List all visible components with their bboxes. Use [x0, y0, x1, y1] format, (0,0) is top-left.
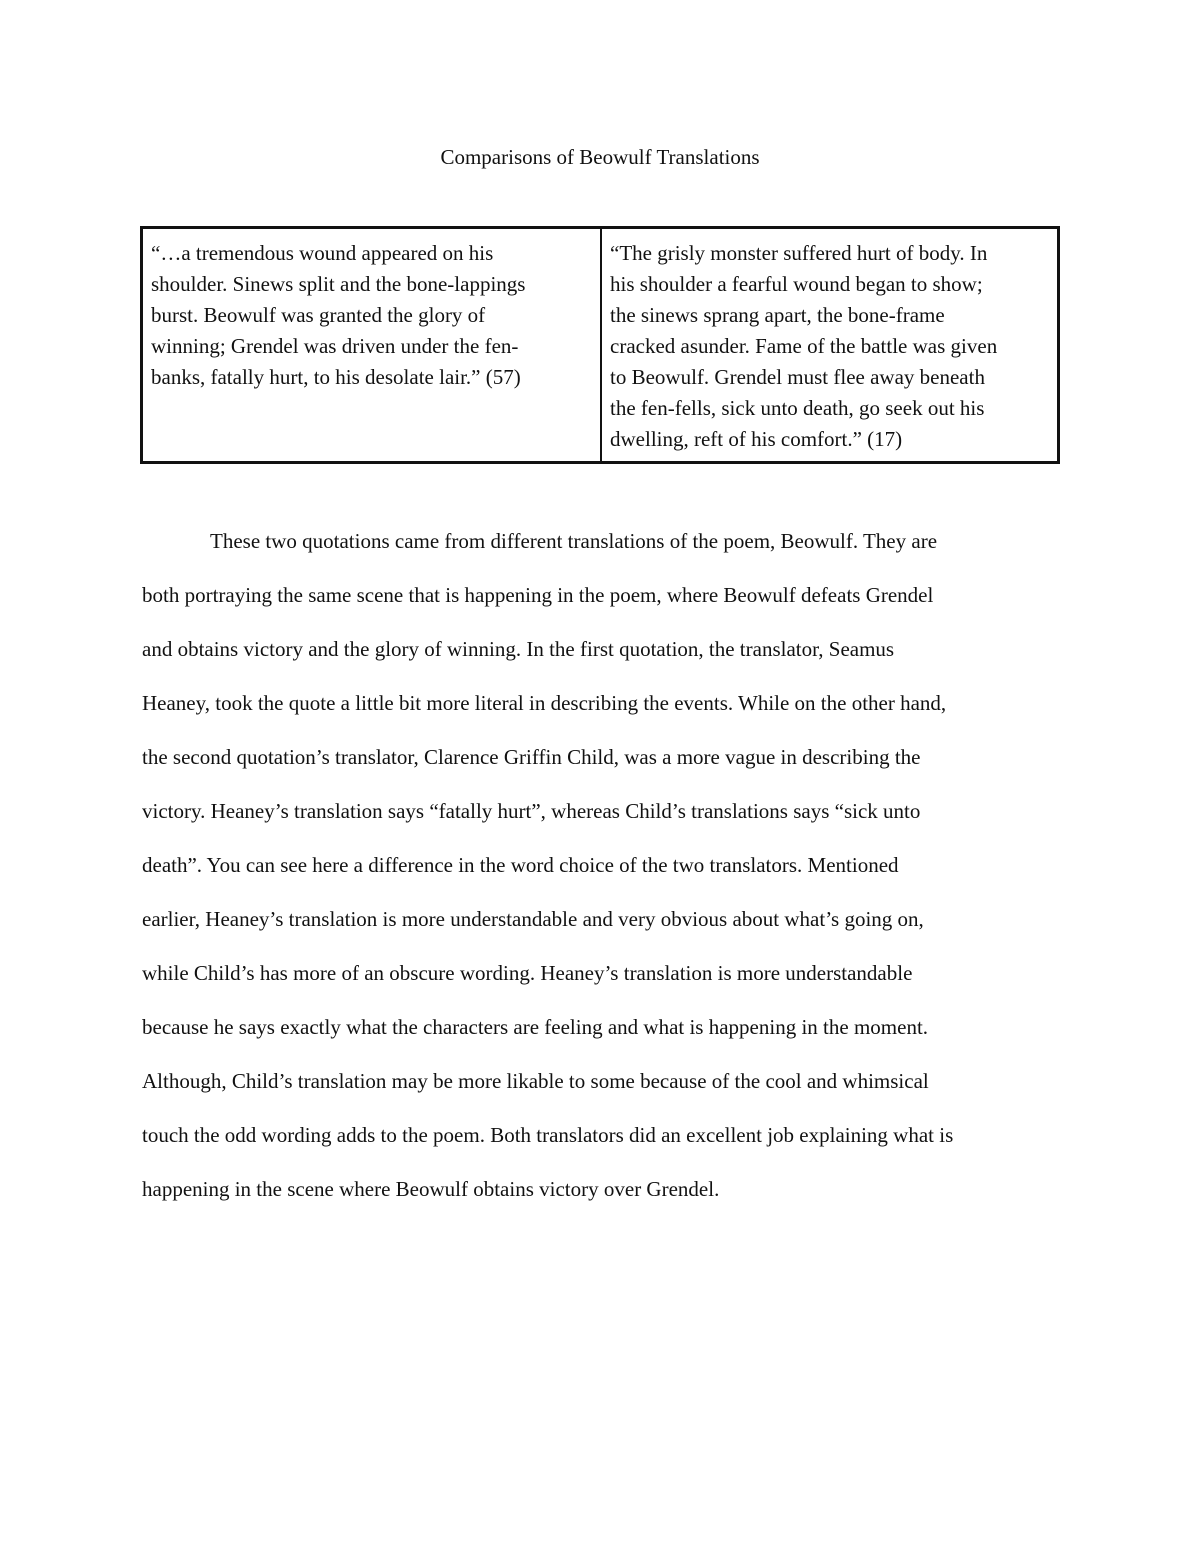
essay-paragraph	[142, 514, 1058, 1216]
paragraph-line: both portraying the same scene that is happening in the poem, where Beowulf defeats Grendel	[142, 583, 934, 607]
child-quote-cell: “The grisly monster suffered hurt of body. In his shoulder a fearful wound began to show; the sinews sprang apart, the bone-frame cracked asunder. Fame of the battle was given to Beowulf. Grendel must flee away beneath the fen-fells, sick unto death, go seek out his dwelling, reft of his comfort.” (17)	[610, 241, 998, 451]
paragraph-line: victory. Heaney’s translation says “fatally hurt”, whereas Child’s translations says “sick unto	[142, 799, 921, 823]
paragraph-line: These two quotations came from different translations of the poem, Beowulf. They are	[210, 529, 938, 553]
paragraph-line: the second quotation’s translator, Clarence Griffin Child, was a more vague in describing the	[142, 745, 921, 769]
paragraph-line: because he says exactly what the characters are feeling and what is happening in the moment.	[142, 1015, 929, 1039]
paragraph-line: Although, Child’s translation may be more likable to some because of the cool and whimsical	[142, 1069, 929, 1093]
quote-comparison-table	[140, 226, 1060, 464]
paragraph-line: earlier, Heaney’s translation is more understandable and very obvious about what’s going on,	[142, 907, 924, 931]
paragraph-line: while Child’s has more of an obscure wording. Heaney’s translation is more understandable	[142, 961, 913, 985]
document-title: Comparisons of Beowulf Translations	[440, 145, 760, 169]
paragraph-line: death”. You can see here a difference in the word choice of the two translators. Mentioned	[142, 853, 899, 877]
paragraph-line: Heaney, took the quote a little bit more literal in describing the events. While on the other hand,	[142, 691, 947, 715]
paragraph-line: and obtains victory and the glory of winning. In the first quotation, the translator, Seamus	[142, 637, 895, 661]
paragraph-line: touch the odd wording adds to the poem. Both translators did an excellent job explaining what is	[142, 1123, 954, 1147]
heaney-quote-cell: “…a tremendous wound appeared on his shoulder. Sinews split and the bone-lappings burst. Beowulf was granted the glory of winning; Grendel was driven under the fen- banks, fatally hurt, to his desolate lair.” (57)	[143, 229, 602, 461]
paragraph-line: happening in the scene where Beowulf obtains victory over Grendel.	[142, 1177, 720, 1201]
